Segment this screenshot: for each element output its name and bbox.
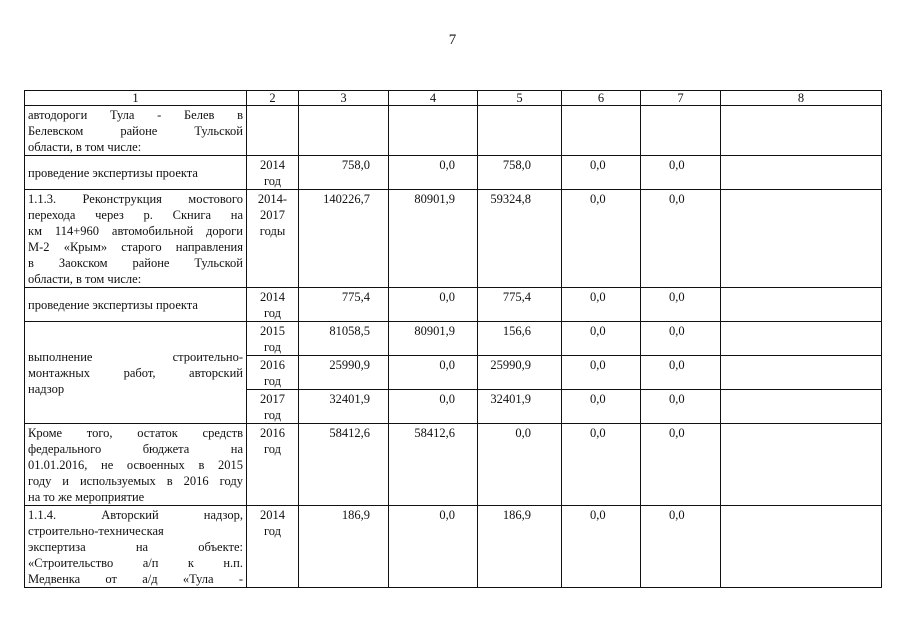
desc-line: 01.01.2016, не освоенных в 2015 [28,458,243,472]
col-header-1: 1 [25,91,247,106]
value-cell: 758,0 [299,156,389,190]
value-cell [721,322,882,356]
value-cell: 0,0 [389,356,478,390]
col-header-4: 4 [389,91,478,106]
value-cell: 0,0 [641,190,721,288]
value-cell: 186,9 [299,506,389,588]
row-description [25,106,247,156]
value-cell [721,190,882,288]
value-cell: 0,0 [562,390,641,424]
table-row [25,156,882,190]
value-cell: 775,4 [299,288,389,322]
desc-line: области, в том числе: [28,272,142,286]
value-cell: 0,0 [478,424,562,506]
value-cell: 0,0 [641,424,721,506]
desc-line: Белевском районе Тульской [28,124,243,138]
col-header-8: 8 [721,91,882,106]
value-cell: 0,0 [562,322,641,356]
value-cell: 0,0 [562,356,641,390]
value-cell: 80901,9 [389,322,478,356]
value-cell: 0,0 [641,356,721,390]
value-cell [721,356,882,390]
desc-line: Медвенка от а/д «Тула - [28,572,243,586]
desc-line: монтажных работ, авторский [28,366,243,380]
row-description [25,506,247,588]
value-cell: 0,0 [562,288,641,322]
value-cell [299,106,389,156]
value-cell [721,106,882,156]
value-cell: 140226,7 [299,190,389,288]
value-cell: 81058,5 [299,322,389,356]
desc-line: автодороги Тула - Белев в [28,108,243,122]
value-cell: 58412,6 [299,424,389,506]
desc-line: 1.1.3. Реконструкция мостового [28,192,243,206]
year-cell: 2016 год [247,356,299,390]
desc-line: «Строительство а/п к н.п. [28,556,243,570]
desc-line: году и используемых в 2016 году [28,474,243,488]
value-cell: 758,0 [478,156,562,190]
year-cell: 2017 год [247,390,299,424]
year-cell [247,106,299,156]
value-cell [721,390,882,424]
value-cell: 775,4 [478,288,562,322]
desc-line: выполнение строительно- [28,350,243,364]
desc-line: Кроме того, остаток средств [28,426,243,440]
value-cell [721,288,882,322]
value-cell: 0,0 [562,190,641,288]
value-cell: 25990,9 [299,356,389,390]
row-description: проведение экспертизы проекта [25,156,247,190]
row-description: проведение экспертизы проекта [25,288,247,322]
row-description [25,424,247,506]
value-cell: 25990,9 [478,356,562,390]
year-cell: 2016 год [247,424,299,506]
desc-line: в Заокском районе Тульской [28,256,243,270]
value-cell: 0,0 [562,506,641,588]
desc-line: 1.1.4. Авторский надзор, [28,508,243,522]
value-cell [721,424,882,506]
col-header-7: 7 [641,91,721,106]
value-cell: 0,0 [641,322,721,356]
col-header-6: 6 [562,91,641,106]
table-row [25,106,882,156]
value-cell: 0,0 [641,288,721,322]
value-cell: 0,0 [389,156,478,190]
value-cell: 0,0 [562,156,641,190]
table-row [25,322,882,356]
desc-line: км 114+960 автомобильной дороги [28,224,243,238]
desc-line: экспертиза на объекте: [28,540,243,554]
col-header-3: 3 [299,91,389,106]
year-cell: 2014 год [247,288,299,322]
table-row [25,424,882,506]
desc-line: области, в том числе: [28,140,142,154]
desc-line: на то же мероприятие [28,490,145,504]
value-cell [389,106,478,156]
year-cell: 2014 год [247,156,299,190]
row-description [25,322,247,424]
value-cell [721,506,882,588]
year-cell: 2014 год [247,506,299,588]
page-number: 7 [448,32,457,48]
year-cell: 2015 год [247,322,299,356]
desc-line: перехода через р. Скнига на [28,208,243,222]
desc-line: М-2 «Крым» старого направления [28,240,243,254]
value-cell: 58412,6 [389,424,478,506]
value-cell: 0,0 [641,390,721,424]
row-description [25,190,247,288]
budget-table [24,90,882,588]
value-cell: 156,6 [478,322,562,356]
header-row [25,91,882,106]
value-cell [641,106,721,156]
col-header-2: 2 [247,91,299,106]
year-cell: 2014-2017 годы [247,190,299,288]
value-cell: 0,0 [562,424,641,506]
value-cell: 32401,9 [299,390,389,424]
value-cell: 0,0 [641,506,721,588]
value-cell: 0,0 [389,288,478,322]
value-cell: 0,0 [389,506,478,588]
value-cell: 59324,8 [478,190,562,288]
desc-line: строительно-техническая [28,524,164,538]
desc-line: надзор [28,382,65,396]
col-header-5: 5 [478,91,562,106]
desc-line: федерального бюджета на [28,442,243,456]
table-row [25,288,882,322]
value-cell: 32401,9 [478,390,562,424]
value-cell [478,106,562,156]
value-cell: 0,0 [389,390,478,424]
value-cell: 0,0 [641,156,721,190]
table-row [25,190,882,288]
table-row [25,506,882,588]
value-cell [721,156,882,190]
value-cell: 80901,9 [389,190,478,288]
value-cell [562,106,641,156]
value-cell: 186,9 [478,506,562,588]
